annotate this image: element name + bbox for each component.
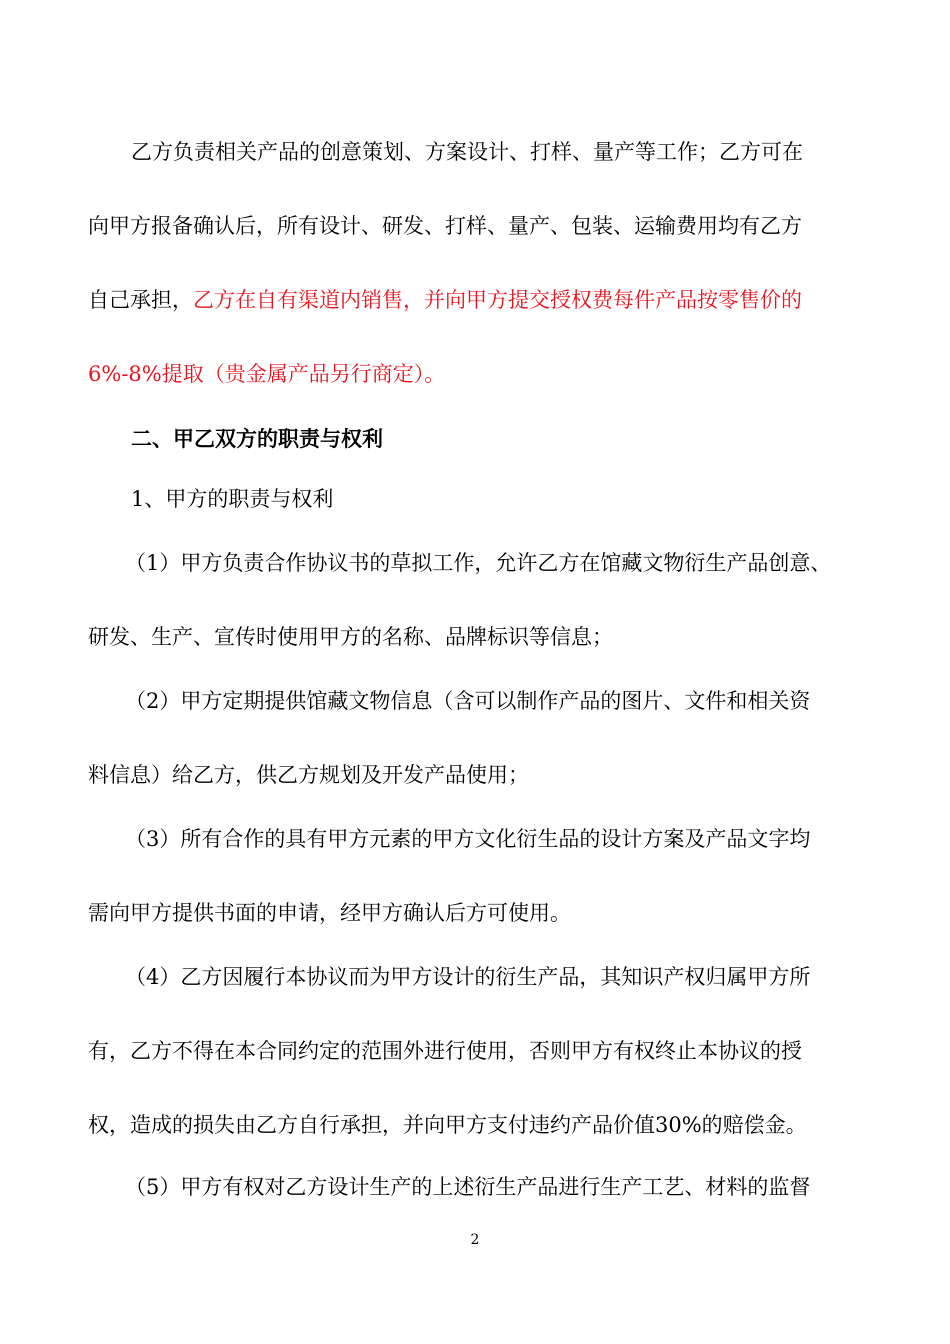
- page-number: 2: [470, 1232, 480, 1248]
- clause-line: 料信息）给乙方，供乙方规划及开发产品使用；: [88, 763, 529, 787]
- clause-line: （5）甲方有权对乙方设计生产的上述衍生产品进行生产工艺、材料的监督: [125, 1175, 811, 1199]
- subsection-heading: 1、甲方的职责与权利: [131, 487, 334, 511]
- paragraph-line: 向甲方报备确认后，所有设计、研发、打样、量产、包装、运输费用均有乙方: [88, 214, 802, 238]
- clause-line: （3）所有合作的具有甲方元素的甲方文化衍生品的设计方案及产品文字均: [125, 827, 811, 851]
- clause-line: （4）乙方因履行本协议而为甲方设计的衍生产品，其知识产权归属甲方所: [125, 965, 811, 989]
- paragraph-line: [88, 285, 868, 315]
- clause-line: 研发、生产、宣传时使用甲方的名称、品牌标识等信息；: [88, 625, 613, 649]
- clause-line: 权，造成的损失由乙方自行承担，并向甲方支付违约产品价值30%的赔偿金。: [88, 1113, 807, 1137]
- section-heading: 二、甲乙双方的职责与权利: [131, 426, 383, 451]
- highlighted-text: 乙方在自有渠道内销售，并向甲方提交授权费每件产品按零售价的: [193, 288, 802, 312]
- paragraph-line: 乙方负责相关产品的创意策划、方案设计、打样、量产等工作；乙方可在: [131, 140, 803, 164]
- clause-line: 需向甲方提供书面的申请，经甲方确认后方可使用。: [88, 901, 571, 925]
- clause-line: （1）甲方负责合作协议书的草拟工作，允许乙方在馆藏文物衍生产品创意、: [125, 551, 832, 575]
- clause-line: 有，乙方不得在本合同约定的范围外进行使用，否则甲方有权终止本协议的授: [88, 1039, 802, 1063]
- highlighted-text: 6%-8%提取（贵金属产品另行商定）。: [88, 362, 446, 386]
- paragraph-text: 自己承担，: [88, 288, 193, 312]
- clause-line: （2）甲方定期提供馆藏文物信息（含可以制作产品的图片、文件和相关资: [125, 689, 811, 713]
